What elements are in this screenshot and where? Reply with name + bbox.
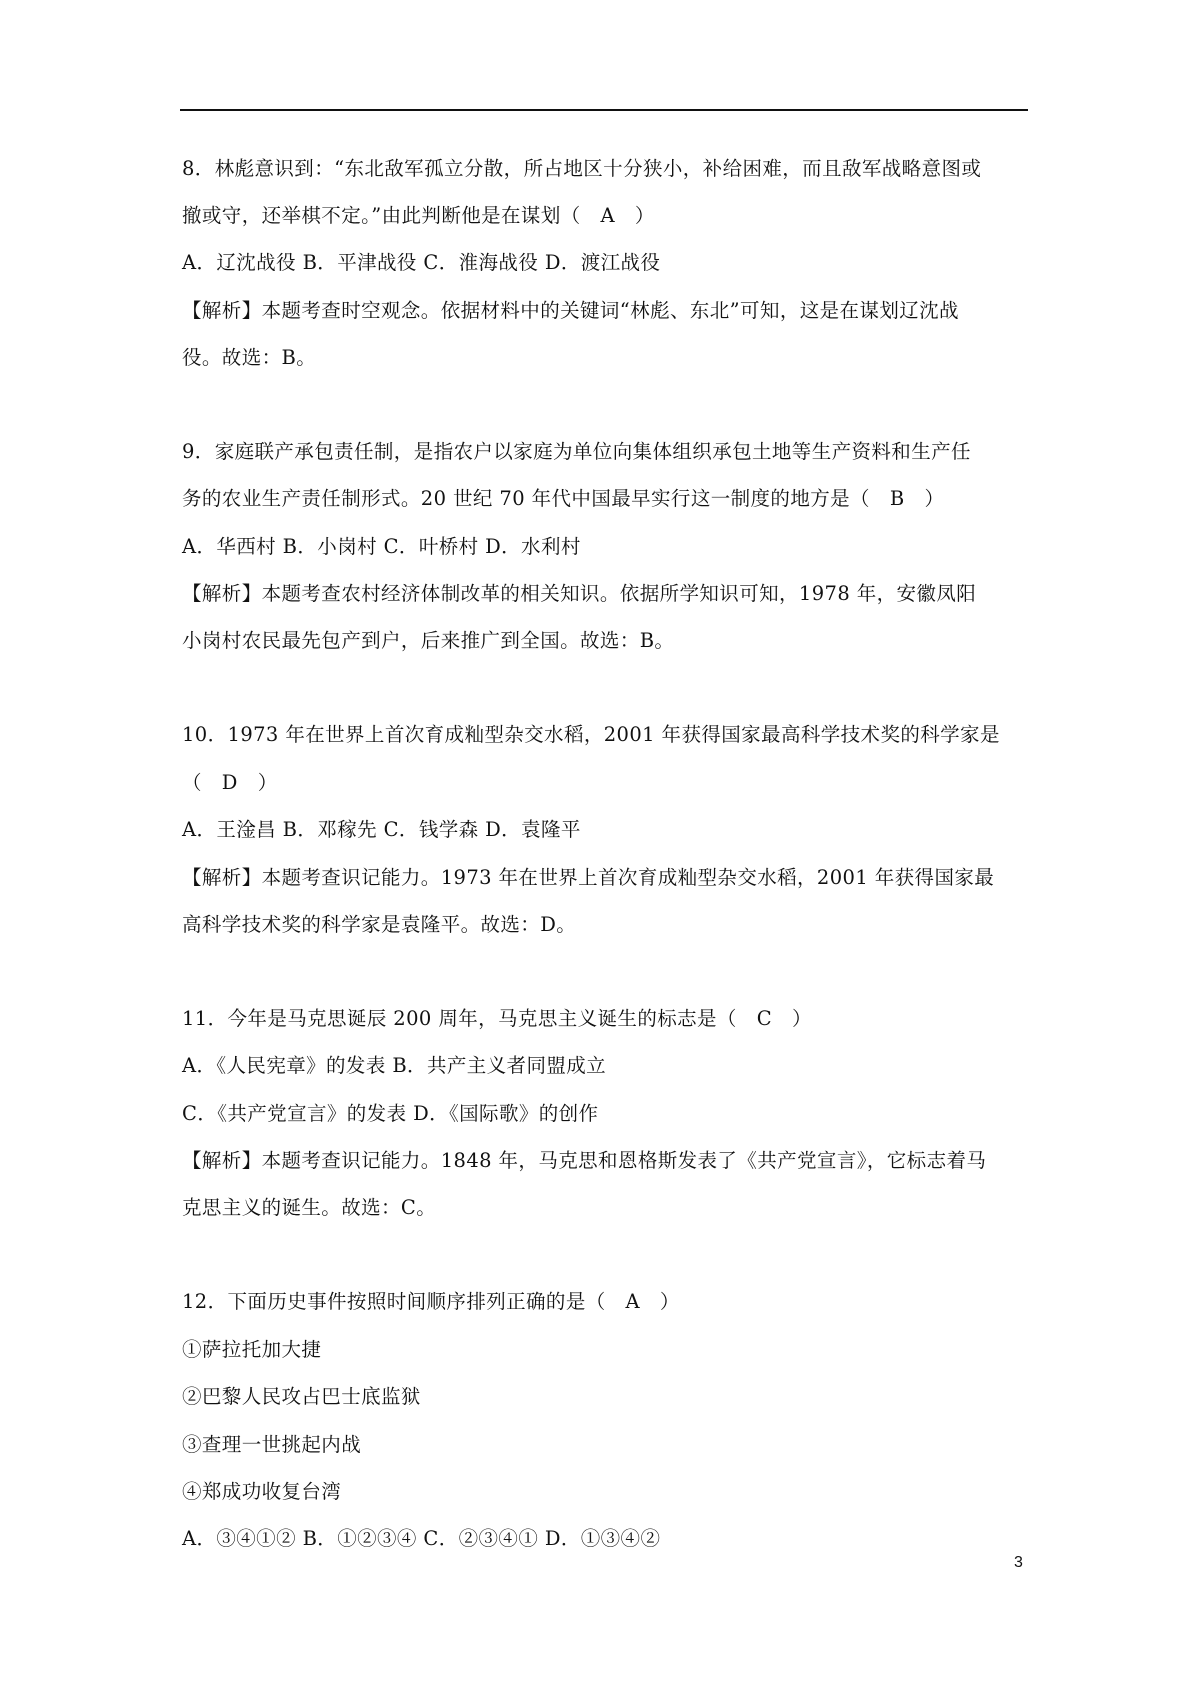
q9-analysis-line-2: 小岗村农民最先包产到户，后来推广到全国。故选：B。 [182, 629, 675, 652]
q12-event-3: ③查理一世挑起内战 [182, 1433, 362, 1456]
q9-analysis-line-1: 【解析】本题考查农村经济体制改革的相关知识。依据所学知识可知，1978 年，安徽凤阳 [182, 582, 977, 605]
q9-options: A．华西村 B．小岗村 C．叶桥村 D．水利村 [182, 535, 581, 558]
q11-options-line-2: C．《共产党宣言》的发表 D．《国际歌》的创作 [182, 1102, 599, 1125]
q10-analysis-line-1: 【解析】本题考查识记能力。1973 年在世界上首次育成籼型杂交水稻，2001 年获得国家最 [182, 866, 995, 889]
q8-analysis-line-2: 役。故选：B。 [182, 346, 317, 369]
q10-stem-line-1: 10．1973 年在世界上首次育成籼型杂交水稻，2001 年获得国家最高科学技术奖的科学家是 [182, 723, 1000, 746]
q9-stem-line-2: 务的农业生产责任制形式。20 世纪 70 年代中国最早实行这一制度的地方是（ B ） [182, 487, 945, 510]
q10-stem-line-2: （ D ） [182, 771, 278, 794]
header-rule [180, 109, 1028, 111]
q11-analysis-line-2: 克思主义的诞生。故选：C。 [182, 1196, 437, 1219]
q10-options: A．王淦昌 B．邓稼先 C．钱学森 D．袁隆平 [182, 818, 581, 841]
q11-analysis-line-1: 【解析】本题考查识记能力。1848 年，马克思和恩格斯发表了《共产党宣言》，它标志着马 [182, 1149, 987, 1172]
q11-options-line-1: A．《人民宪章》的发表 B．共产主义者同盟成立 [182, 1054, 607, 1077]
q12-event-2: ②巴黎人民攻占巴士底监狱 [182, 1385, 421, 1408]
q8-options: A．辽沈战役 B．平津战役 C．淮海战役 D．渡江战役 [182, 251, 661, 274]
q8-stem-line-1: 8．林彪意识到：“东北敌军孤立分散，所占地区十分狭小，补给困难，而且敌军战略意图或 [182, 157, 982, 180]
q9-stem-line-1: 9．家庭联产承包责任制，是指农户以家庭为单位向集体组织承包土地等生产资料和生产任 [182, 440, 971, 463]
q10-analysis-line-2: 高科学技术奖的科学家是袁隆平。故选：D。 [182, 913, 577, 936]
q12-options: A．③④①② B．①②③④ C．②③④① D．①③④② [182, 1527, 661, 1550]
q8-stem-line-2: 撤或守，还举棋不定。”由此判断他是在谋划（ A ） [182, 204, 655, 227]
q12-event-1: ①萨拉托加大捷 [182, 1338, 322, 1361]
q12-event-4: ④郑成功收复台湾 [182, 1480, 342, 1503]
q11-stem: 11．今年是马克思诞辰 200 周年，马克思主义诞生的标志是（ C ） [182, 1007, 812, 1030]
q8-analysis-line-1: 【解析】本题考查时空观念。依据材料中的关键词“林彪、东北”可知，这是在谋划辽沈战 [182, 299, 959, 322]
q12-stem: 12．下面历史事件按照时间顺序排列正确的是（ A ） [182, 1290, 680, 1313]
page-number: 3 [1014, 1554, 1023, 1571]
